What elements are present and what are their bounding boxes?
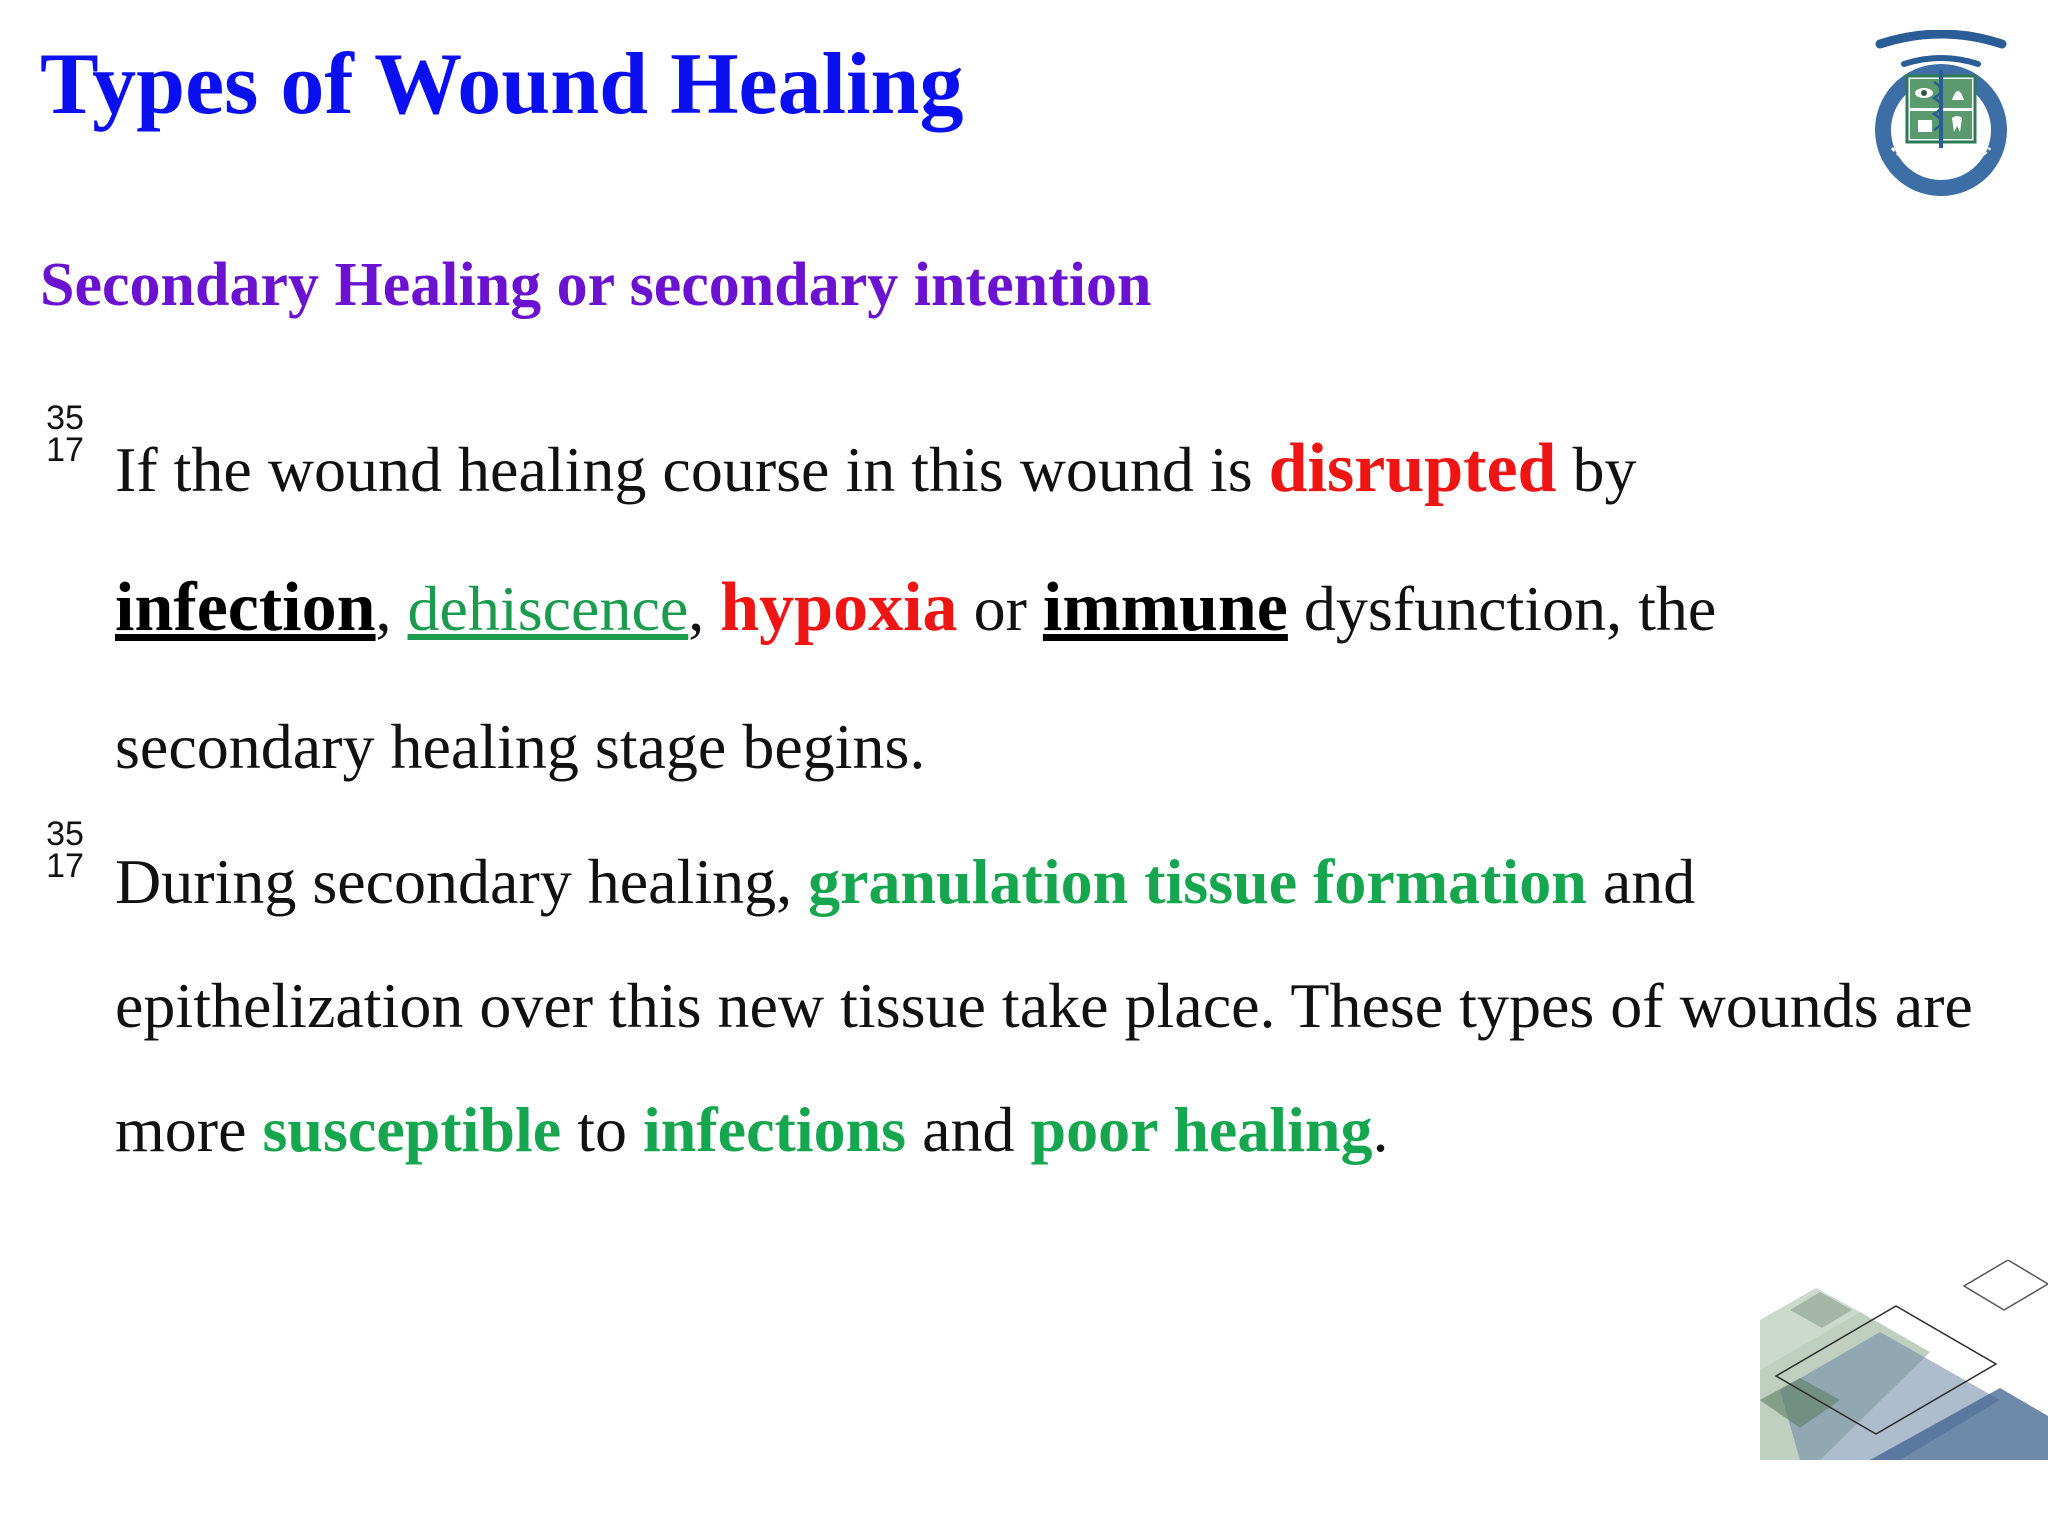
p1-text-4: , xyxy=(688,573,721,644)
term-hypoxia: hypoxia xyxy=(720,569,958,646)
lab-icon xyxy=(1918,120,1932,132)
p1-text-2: by xyxy=(1556,434,1637,505)
logo-arabic-lettering xyxy=(1880,34,2002,44)
slide-title: Types of Wound Healing xyxy=(40,36,964,133)
bullet-marker-top: 35 xyxy=(46,399,84,437)
paragraph-secondary-healing xyxy=(115,820,1975,1192)
p2-text-3: to xyxy=(561,1094,643,1165)
p1-text-5: or xyxy=(957,573,1043,644)
bullet-marker-bottom: 17 xyxy=(46,431,84,469)
college-logo xyxy=(1852,30,2030,198)
term-poor-healing: poor healing xyxy=(1030,1094,1373,1165)
p1-text-1: If the wound healing course in this wound is xyxy=(115,434,1269,505)
term-infection: infection xyxy=(115,569,376,646)
p2-text-4: and xyxy=(906,1094,1031,1165)
term-immune: immune xyxy=(1042,569,1288,646)
term-disrupted: disrupted xyxy=(1268,430,1557,507)
p2-text-2: and epithelization over this new tissue take place. These types of wounds are more xyxy=(115,846,1973,1165)
term-dehiscence: dehiscence xyxy=(407,573,689,644)
p1-text-3: , xyxy=(375,573,408,644)
bullet-marker-2 xyxy=(40,815,90,885)
slide-subtitle: Secondary Healing or secondary intention xyxy=(40,251,1152,319)
bullet-marker-1 xyxy=(40,399,90,469)
term-infections: infections xyxy=(642,1094,907,1165)
p1-text-6: dysfunction, the secondary healing stage begins. xyxy=(115,573,1717,782)
p2-text-5: . xyxy=(1372,1094,1389,1165)
eye-pupil xyxy=(1921,90,1927,96)
term-susceptible: susceptible xyxy=(262,1094,562,1165)
paragraph-disruption xyxy=(115,400,1975,816)
bullet-marker-bottom: 17 xyxy=(46,847,84,885)
logo-arabic-lettering-2 xyxy=(1904,58,1978,64)
decorative-diamonds xyxy=(1760,1260,2048,1460)
term-granulation: granulation tissue formation xyxy=(808,846,1587,917)
p2-text-1: During secondary healing, xyxy=(115,846,809,917)
decor-outline-small xyxy=(1964,1260,2048,1310)
bullet-marker-top: 35 xyxy=(46,815,84,853)
